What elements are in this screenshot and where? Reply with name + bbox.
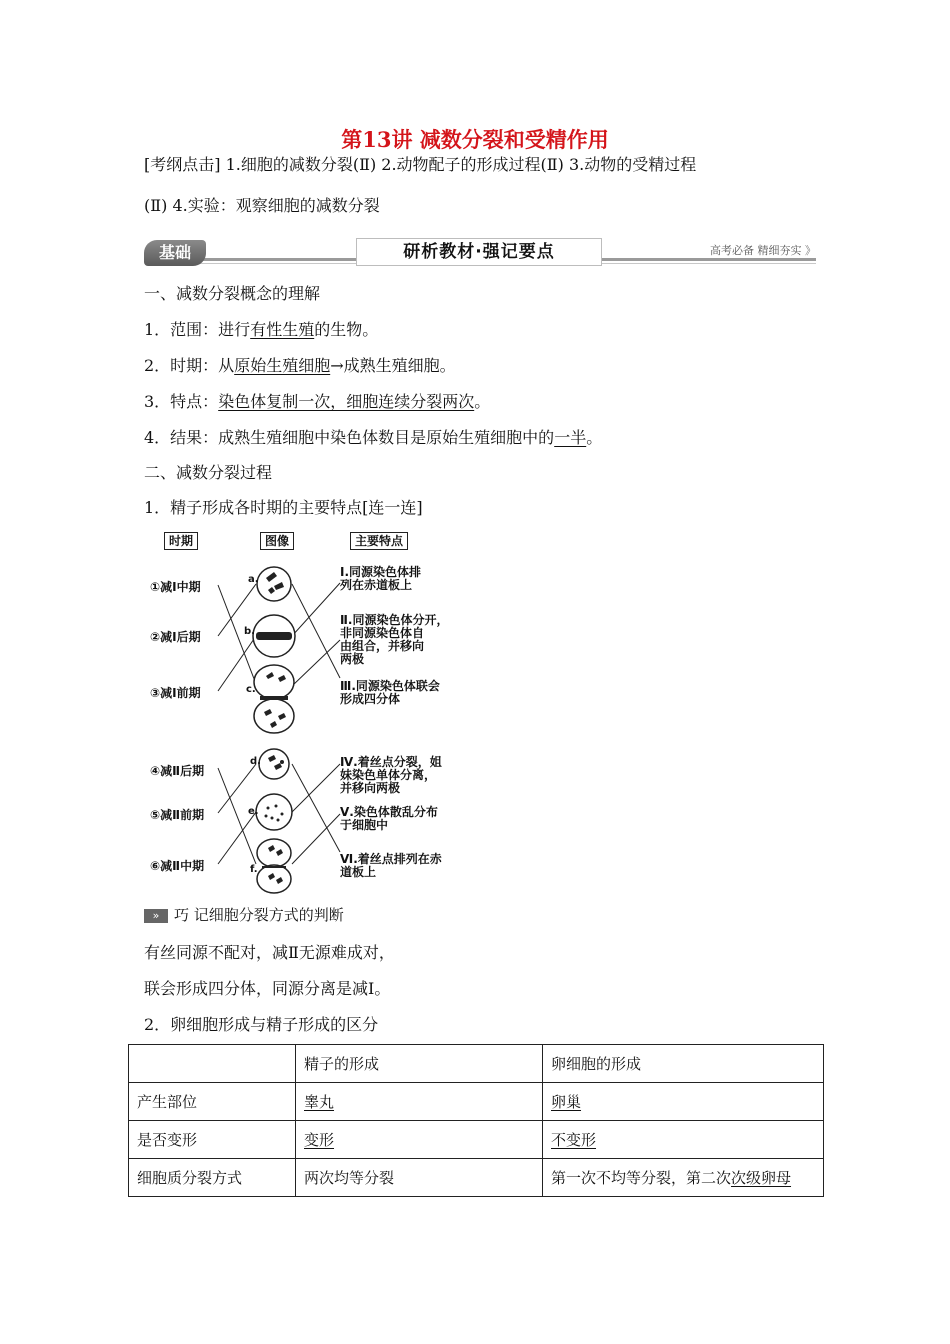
answer: 不变形 xyxy=(551,1131,597,1149)
table-header-cell: 卵细胞的形成 xyxy=(543,1045,824,1083)
table-row xyxy=(129,1159,824,1197)
answer: 卵巢 xyxy=(551,1093,582,1111)
feature-line: 非同源染色体自 xyxy=(340,626,425,640)
cell-label: e. xyxy=(248,806,259,817)
feature-line: 并移向两极 xyxy=(340,781,401,795)
phase-label: ③减Ⅰ前期 xyxy=(150,686,201,700)
answer: 变形 xyxy=(304,1131,335,1149)
item-text: 。 xyxy=(586,428,603,447)
cell-label: b. xyxy=(244,626,255,637)
item-answer: 一半 xyxy=(554,428,587,447)
table-header-cell xyxy=(129,1045,296,1083)
table-row xyxy=(129,1083,824,1121)
memory-tip xyxy=(144,904,344,925)
item-text: 4．结果：成熟生殖细胞中染色体数目是原始生殖细胞中的 xyxy=(144,428,555,447)
phase-label: ④减Ⅱ后期 xyxy=(150,764,205,778)
section2-item-1: 1．精子形成各时期的主要特点[连一连] xyxy=(144,498,423,517)
double-chevron-icon: » xyxy=(144,909,168,923)
table-header-cell: 精子的形成 xyxy=(296,1045,543,1083)
section2-item-2: 2．卵细胞形成与精子形成的区分 xyxy=(144,1015,379,1034)
section1-item-1 xyxy=(144,317,378,340)
item-text: 2．时期：从 xyxy=(144,356,235,375)
cell-outlines xyxy=(253,567,295,893)
banner-subtitle: 高考必备 精细夯实 》 xyxy=(704,242,816,258)
phase-label: ②减Ⅰ后期 xyxy=(150,630,201,644)
egg-cell xyxy=(543,1159,824,1197)
item-text: →成熟生殖细胞。 xyxy=(330,356,456,375)
feature-line: Ⅲ.同源染色体联会 xyxy=(340,679,440,693)
phase-label: ⑤减Ⅱ前期 xyxy=(150,808,205,822)
item-text: 的生物。 xyxy=(314,320,379,339)
tip-line-1: 有丝同源不配对，减Ⅱ无源难成对， xyxy=(144,943,395,962)
section2-heading: 二、减数分裂过程 xyxy=(144,463,273,482)
header-period: 时期 xyxy=(164,532,198,550)
outline-line-1: [考纲点击] 1.细胞的减数分裂(Ⅱ) 2.动物配子的形成过程(Ⅱ) 3.动物的受精过程 xyxy=(144,155,697,174)
feature-line: 两极 xyxy=(340,652,365,666)
feature-3 xyxy=(340,680,440,706)
banner-title: 研析教材·强记要点 xyxy=(356,238,602,266)
page-title: 第13讲 减数分裂和受精作用 xyxy=(341,127,609,152)
matching-diagram xyxy=(144,526,474,896)
phase-label: ⑥减Ⅱ中期 xyxy=(150,859,205,873)
cell-label: c. xyxy=(246,684,256,695)
feature-line: Ⅳ.着丝点分裂，姐 xyxy=(340,755,442,769)
banner-badge: 基础 xyxy=(144,240,206,266)
feature-line: Ⅰ.同源染色体排 xyxy=(340,565,422,579)
answer: 次级卵母 xyxy=(731,1169,792,1187)
feature-line: 道板上 xyxy=(340,865,377,879)
item-text: 。 xyxy=(474,392,491,411)
feature-6 xyxy=(340,853,442,879)
cell-label: d. xyxy=(250,756,261,767)
section1-heading: 一、减数分裂概念的理解 xyxy=(144,284,321,303)
row-label: 细胞质分裂方式 xyxy=(129,1159,296,1197)
comparison-table xyxy=(128,1044,824,1197)
feature-5 xyxy=(340,806,438,832)
feature-line: 形成四分体 xyxy=(340,692,401,706)
section1-item-2 xyxy=(144,353,456,376)
sperm-cell xyxy=(296,1121,543,1159)
cell-text: 第一次不均等分裂，第二次 xyxy=(551,1169,732,1187)
section1-item-4 xyxy=(144,425,602,448)
row-label: 是否变形 xyxy=(129,1121,296,1159)
egg-cell xyxy=(543,1083,824,1121)
header-image: 图像 xyxy=(260,532,294,550)
item-answer: 有性生殖 xyxy=(250,320,315,339)
sperm-cell: 两次均等分裂 xyxy=(296,1159,543,1197)
feature-4 xyxy=(340,756,442,795)
feature-line: Ⅱ.同源染色体分开， xyxy=(340,613,449,627)
section1-item-3 xyxy=(144,389,490,412)
cell-label: f. xyxy=(250,864,258,875)
tip-heading: 巧 记细胞分裂方式的判断 xyxy=(174,906,344,924)
phase-label: ①减Ⅰ中期 xyxy=(150,580,201,594)
section-banner xyxy=(144,238,816,268)
feature-line: Ⅴ.染色体散乱分布 xyxy=(340,805,438,819)
feature-line: 由组合，并移向 xyxy=(340,639,425,653)
cell-label: a. xyxy=(248,574,259,585)
tip-line-2: 联会形成四分体，同源分离是减Ⅰ。 xyxy=(144,979,391,998)
table-header-row xyxy=(129,1045,824,1083)
sperm-cell xyxy=(296,1083,543,1121)
feature-1 xyxy=(340,566,421,592)
item-text: 1．范围：进行 xyxy=(144,320,251,339)
row-label: 产生部位 xyxy=(129,1083,296,1121)
item-answer: 原始生殖细胞 xyxy=(234,356,331,375)
item-text: 3．特点： xyxy=(144,392,219,411)
egg-cell xyxy=(543,1121,824,1159)
feature-line: 妹染色单体分离， xyxy=(340,768,437,782)
feature-2 xyxy=(340,614,448,666)
item-answer: 染色体复制一次，细胞连续分裂两次 xyxy=(218,392,475,411)
feature-line: Ⅵ.着丝点排列在赤 xyxy=(340,852,442,866)
answer: 睾丸 xyxy=(304,1093,335,1111)
feature-line: 于细胞中 xyxy=(340,818,389,832)
feature-line: 列在赤道板上 xyxy=(340,578,413,592)
outline-line-2: (Ⅱ) 4.实验：观察细胞的减数分裂 xyxy=(144,196,380,215)
header-feature: 主要特点 xyxy=(350,532,408,550)
table-row xyxy=(129,1121,824,1159)
